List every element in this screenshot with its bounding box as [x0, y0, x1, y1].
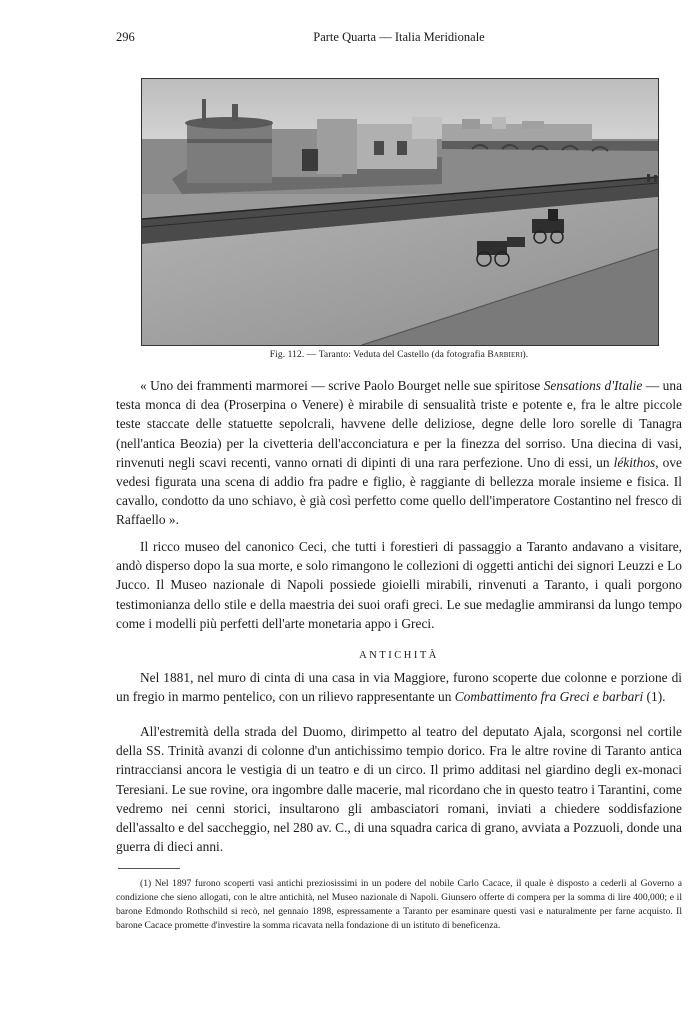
page-header	[116, 30, 682, 50]
caption-photographer: Barbieri	[487, 350, 523, 360]
ruins-text: All'estremità della strada del Duomo, dirimpetto al teatro del deputato Ajala, scorgonsi nel cortile della SS. Trinità avanzi di colonne d'un antichissimo tempio dorico. Fra le altre rovine di Taranto antica rintracciansi ancora le vestigia di un teatro e di un circo. Il primo additasi nel giardino degli ex-monaci Teresiani. Le sue rovine, ora ingombre dalle macerie, mal ricordano che in questo teatro i Tarantini, come vedremo nei cenni storici, insultarono gli ambasciatori romani, inviati a chiedere soddisfazione dell'assalto e del saccheggio, nel 280 av. C., di una squadra carica di grano, avviata a Pozzuoli, donde una guerra di dieci anni.	[116, 724, 682, 855]
relief-title: Combattimento fra Greci e barbari	[454, 689, 644, 705]
discovery-part-1: Nel 1881, nel muro di cinta di una casa in via Maggiore, furono scoperte due colonne e porzione di un fregio in marmo pentelico, con un rilievo rappresentante un	[116, 670, 682, 705]
ruins-paragraph	[116, 722, 682, 856]
vase-term: lékithos	[613, 454, 656, 470]
discovery-part-2: (1).	[643, 689, 666, 705]
page-number: 296	[116, 30, 135, 44]
caption-end: ).	[522, 350, 529, 360]
museum-text: Il ricco museo del canonico Ceci, che tutti i forestieri di passaggio a Taranto andavano a visitare, andò disperso dopo la sua morte, e solo rimangono le collezioni di oggetti antichi dei signori Leuzzi e Lo Jucco. Il Museo nazionale di Napoli possiede gioielli mirabili, rinvenuti a Taranto, i quali porgono testimonianza dello stile e della maestria dei suoi orafi greci. Le sue medaglie ammiransi da lungo tempo come i modelli più perfetti dell'arte monetaria appo i Greci.	[116, 539, 682, 631]
footnote-text: (1) Nel 1897 furono scoperti vasi antichi preziosissimi in un podere del nobile Carlo Cacace, il quale è disposto a cederli al Governo a condizione che sieno allogati, con le altre antichità, nel Museo nazionale di Napoli. Giunsero offerte di compera per la somma di lire 400,000; e il barone Edmondo Rothschild si recò, nel gennaio 1898, espressamente a Taranto per esaminare questi vasi e naturalmente per farne acquisto. Il barone Cacace promette d'investire la somma ricavata nella fondazione di un istituto di beneficenza.	[116, 878, 682, 931]
footnote	[116, 877, 682, 933]
section-heading: ANTICHITÀ	[359, 650, 439, 661]
footnote-divider	[118, 868, 180, 869]
figure-caption	[116, 350, 682, 360]
quote-paragraph	[116, 376, 682, 530]
quote-part-1: « Uno dei frammenti marmorei — scrive Paolo Bourget nelle sue spiritose	[140, 378, 544, 393]
book-title: Sensations d'Italie	[543, 378, 643, 393]
discovery-paragraph	[116, 668, 682, 706]
castle-photo-illustration	[142, 79, 658, 345]
museum-paragraph	[116, 537, 682, 633]
castle-photograph	[141, 78, 659, 346]
quote-part-3: , ove vedesi figurata una scena di addio fra padre e figlio, è raggiante di bellezza morale insieme e fisica. Il cavallo, condotto da uno schiavo, è già così perfetto come quello dell'imperatore Costantino nel fresco di Raffaello ».	[116, 454, 683, 528]
caption-text: Fig. 112. — Taranto: Veduta del Castello (da fotografia	[269, 350, 488, 360]
quote-part-2: — una testa monca di dea (Proserpina o Venere) è mirabile di sensualità triste e potente e, fra le altre piccole teste staccate delle statuette sepolcrali, havvene delle deliziose, degne delle loro sorelle di Tanagra (nell'antica Beozia) per la civetteria dell'acconciatura e per la finezza del sorriso. Una diecina di vasi, rinvenuti negli scavi recenti, vanno ornati di dipinti di una rara perfezione. Uno di essi, un	[116, 378, 683, 470]
running-title: Parte Quarta — Italia Meridionale	[313, 30, 485, 44]
